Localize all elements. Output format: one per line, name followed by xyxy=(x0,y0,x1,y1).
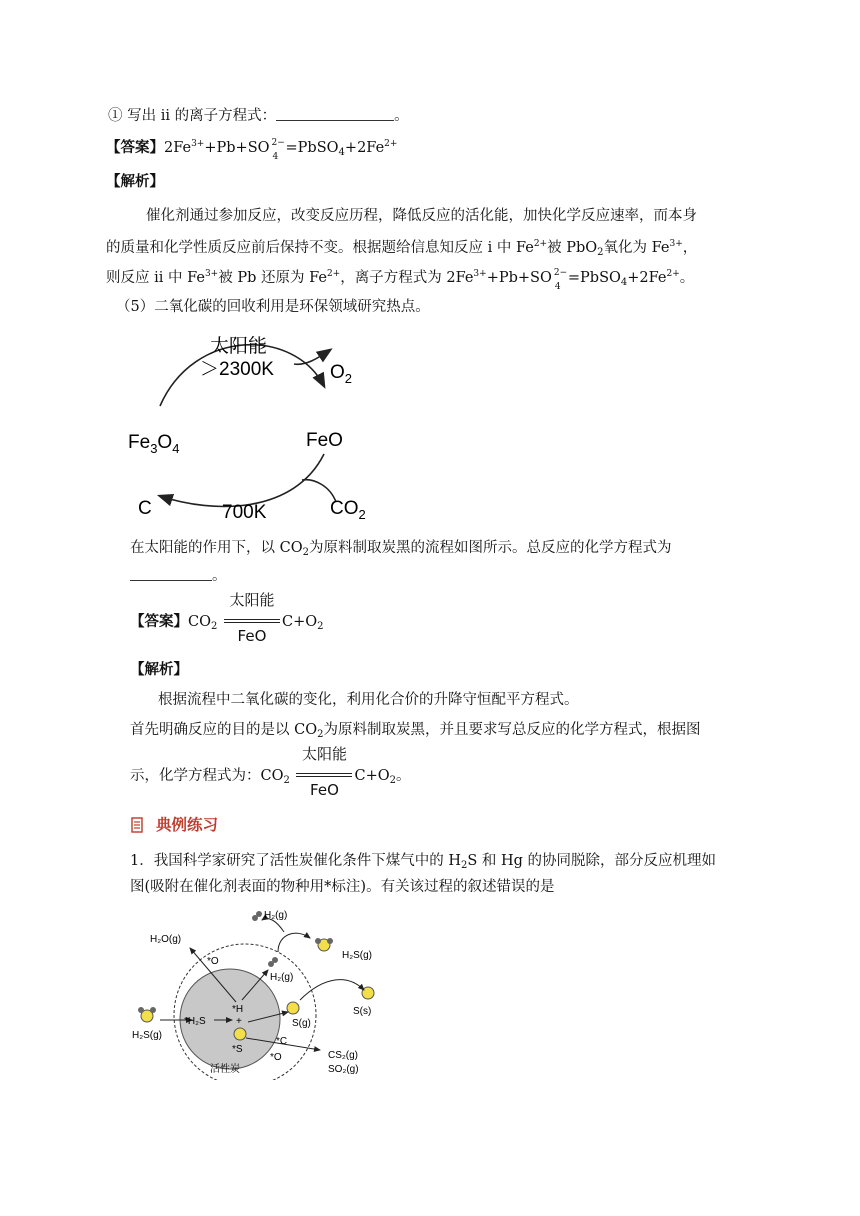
h2-molecule-top xyxy=(252,911,262,921)
question-text: 在太阳能的作用下，以 $CO_2$为原料制取炭黑的流程如图所示。总反应的化学方程式为 xyxy=(130,540,672,558)
mechanism-diagram xyxy=(128,900,398,1080)
top-condition: ＞2300K xyxy=(200,359,274,380)
svg-text:*C: *C xyxy=(276,1036,288,1047)
answer-blank[interactable] xyxy=(276,106,394,121)
top-label: 太阳能 xyxy=(210,336,268,357)
h2s-molecule-left xyxy=(138,1007,156,1022)
svg-text:H₂(g): H₂(g) xyxy=(264,910,288,921)
o2-branch-arrow xyxy=(294,350,330,364)
question-prompt: ① 写出 ii 的离子方程式： 。 xyxy=(108,108,409,124)
practice-heading: 典例练习 xyxy=(130,815,218,836)
c-label: C xyxy=(138,498,152,519)
analysis-text: 则反应 ii 中 $Fe^{3+}$被 Pb 还原为 $Fe^{2+}$，离子方程式为 $2Fe^{3+}+Pb+SO$ 2− 4 $=PbSO_4+2Fe^{2+}$。 xyxy=(106,268,695,292)
answer-line: 【答案】$CO_2$ 太阳能 FeO $C+O_2$ xyxy=(130,591,324,645)
svg-text:*O: *O xyxy=(207,956,219,967)
sulfur-atom-gas xyxy=(287,1002,299,1014)
svg-text:H₂S(g): H₂S(g) xyxy=(132,1030,162,1041)
co2-label: $CO_2$ xyxy=(330,498,366,522)
analysis-text: 示，化学方程式为：$CO_2$ 太阳能 FeO $C+O_2$。 xyxy=(130,745,411,799)
svg-text:CS₂(g): CS₂(g) xyxy=(328,1050,358,1061)
answer-blank[interactable] xyxy=(130,566,212,581)
question-text: 。 xyxy=(130,566,227,586)
svg-text:*S: *S xyxy=(232,1044,243,1055)
sulfur-atom-solid xyxy=(362,987,374,999)
svg-text:S(s): S(s) xyxy=(353,1006,372,1017)
svg-text:S(g): S(g) xyxy=(292,1018,311,1029)
h2s-molecule-right xyxy=(315,938,333,951)
sulfur-atom-adsorbed xyxy=(234,1028,246,1040)
svg-text:SO₂(g): SO₂(g) xyxy=(328,1064,359,1075)
analysis-text: 根据流程中二氧化碳的变化，利用化合价的升降守恒配平方程式。 xyxy=(158,692,579,708)
question-1-text: 1．我国科学家研究了活性炭催化条件下煤气中的 $H_2S$ 和 Hg 的协同脱除，部分反应机理如 xyxy=(130,853,717,871)
reaction-condition: 太阳能 FeO xyxy=(224,612,280,632)
svg-text:H₂(g): H₂(g) xyxy=(270,972,294,983)
question-1-text: 图(吸附在催化剂表面的物种用*标注)。有关该过程的叙述错误的是 xyxy=(130,879,555,895)
analysis-label: 【解析】 xyxy=(130,661,188,678)
svg-text:活性炭: 活性炭 xyxy=(210,1064,240,1075)
h2-molecule-inner xyxy=(268,957,278,967)
analysis-text: 的质量和化学性质反应前后保持不变。根据题给信息知反应 i 中 $Fe^{2+}$被 PbO$_2$氧化为 $Fe^{3+}$， xyxy=(106,239,698,258)
answer-line: 【答案】$2Fe^{3+}+Pb+SO$ 2− 4 $=PbSO_4+2Fe^{2+}$ xyxy=(106,138,398,162)
o2-label: $O_2$ xyxy=(330,362,353,386)
question-heading: （5）二氧化碳的回收利用是环保领域研究热点。 xyxy=(116,299,430,315)
bottom-condition: 700K xyxy=(222,502,267,523)
svg-text:*H₂S: *H₂S xyxy=(184,1016,206,1027)
fe-oxide-cycle-diagram xyxy=(124,328,384,528)
analysis-label: 【解析】 xyxy=(106,173,164,190)
reaction-condition: 太阳能 FeO xyxy=(296,766,352,786)
document-icon xyxy=(130,817,144,833)
feo-label: FeO xyxy=(306,430,343,451)
svg-text:+: + xyxy=(236,1016,242,1027)
bottom-arc-arrow xyxy=(160,454,324,506)
fe3o4-label: $Fe_3O_4$ xyxy=(128,432,180,456)
svg-text:H₂S(g): H₂S(g) xyxy=(342,950,372,961)
analysis-text: 首先明确反应的目的是以 $CO_2$为原料制取炭黑，并且要求写总反应的化学方程式，根据图 xyxy=(130,722,701,740)
analysis-text: 催化剂通过参加反应，改变反应历程，降低反应的活化能，加快化学反应速率，而本身 xyxy=(146,208,697,224)
svg-text:*H: *H xyxy=(232,1004,244,1015)
sulfate-ion-script: 2− 4 xyxy=(271,138,285,162)
svg-text:H₂O(g): H₂O(g) xyxy=(150,934,182,945)
svg-text:*O: *O xyxy=(270,1052,282,1063)
